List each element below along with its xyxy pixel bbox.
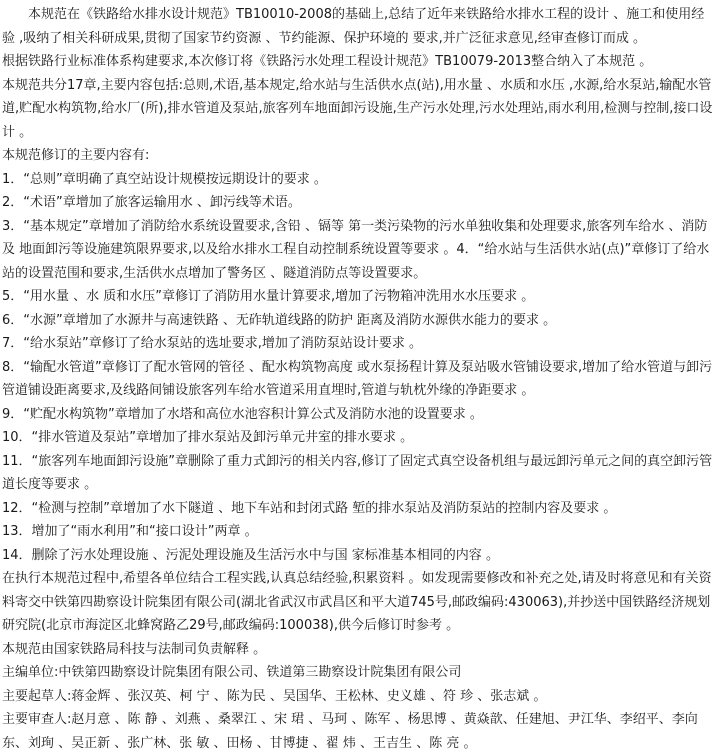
revision-item-10: 10．“排水管道及泵站”章增加了排水泵站及卸污单元井室的排水要求 。 [2,430,414,445]
paragraph-editor-units: 主编单位:中铁第四勘察设计院集团有限公司、铁道第三勘察设计院集团有限公司 [2,665,462,680]
paragraph-contents: 本规范共分17章,主要内容包括:总则,术语,基本规定,给水站与生活供水点(站),用水量 、水质和水压 ,水源,给水泵站,输配水管道,贮配水构筑物,给水厂(所),排水管道及泵站,旅客列车地面卸污设施,生产污水处理,污水处理站,雨水利用,检测与控制,接口设计 。 [2,77,713,140]
revision-item-13: 13．增加了“雨水利用”和“接口设计”两章 。 [2,524,258,539]
revision-item-11: 11．“旅客列车地面卸污设施”章删除了重力式卸污的相关内容,修订了固定式真空设备机组与最远卸污单元之间的真空卸污管道长度等要求 。 [2,453,713,492]
revision-item-6: 6．“水源”章增加了水源井与高速铁路 、无砟轨道线路的防护 距离及消防水源供水能力的要求 。 [2,312,557,328]
revision-item-3-4: 3．“基本规定”章增加了消防给水系统设置要求,含铅 、镉等 第一类污染物的污水单独收集和处理要求,旅客列车给水 、消防及 地面卸污等设施建筑限界要求,以及给水排水工程自动控制系统设置等要求 。4．“给水站与生活供水站(点)”章修订了给水站的设置范围和要求,生活供水点增加了警务区 、隧道消防点等设置要求。 [2,218,710,281]
paragraph-drafters: 主要起草人:蒋金辉 、张汉英、柯 宁 、陈为民 、吴国华、王松林、史义雄 、符 珍 、张志斌 。 [2,688,547,704]
paragraph-reviewers: 主要审查人:赵月意 、陈 静 、刘燕 、桑翠江 、宋 珺 、马珂 、陈军 、杨思博 、黄焱歆、任建旭、尹江华、李绍平、李向东、刘珣 、吴正新 、张广林、张 敏 、田杨 、甘博捷 、翟 炜 、王吉生 、陈 亮 。 [2,712,698,751]
revision-item-1: 1．“总则”章明确了真空站设计规模按远期设计的要求 。 [2,171,327,187]
paragraph-integration: 根据铁路行业标准体系构建要求,本次修订将《铁路污水处理工程设计规范》TB10079-2013整合纳入了本规范 。 [2,54,653,69]
revision-item-2: 2．“术语”章增加了旅客运输用水 、卸污线等术语。 [2,195,301,210]
revision-item-9: 9．“贮配水构筑物”章增加了水塔和高位水池容积计算公式及消防水池的设置要求 。 [2,406,483,422]
revision-item-8: 8．“输配水管道”章修订了配水管网的管径 、配水构筑物高度 或水泵扬程计算及泵站吸水管铺设要求,增加了给水管道与卸污管道铺设距离要求,及线路间铺设旅客列车给水管道采用直埋时,管道与轨枕外缘的净距要求 。 [2,359,713,398]
paragraph-feedback: 在执行本规范过程中,希望各单位结合工程实践,认真总结经验,积累资料 。如发现需要修改和补充之处,请及时将意见和有关资料寄交中铁第四勘察设计院集团有限公司(湖北省武汉市武昌区和平大道745号,邮政编码:430063),并抄送中国铁路经济规划研究院(北京市海淀区北蜂窝路乙29号,邮政编码:100038),供今后修订时参考 。 [2,571,712,633]
paragraph-intro: 本规范在《铁路给水排水设计规范》TB10010-2008的基础上,总结了近年来铁路给水排水工程的设计 、施工和使用经验 ,吸纳了相关科研成果,贯彻了国家节约资源 、节约能源、保护环境的 要求,并广泛征求意见,经审查修订而成 。 [2,7,705,46]
paragraph-interpretation: 本规范由国家铁路局科技与法制司负责解释 。 [2,641,267,657]
paragraph-revision-heading: 本规范修订的主要内容有: [2,148,150,163]
revision-item-12: 12．“检测与控制”章增加了水下隧道 、地下车站和封闭式路 堑的排水泵站及消防泵站的控制内容及要求 。 [2,500,617,516]
revision-item-14: 14．删除了污水处理设施 、污泥处理设施及生活污水中与国 家标准基本相同的内容 。 [2,547,499,563]
revision-item-7: 7．“给水泵站”章修订了给水泵站的选址要求,增加了消防泵站设计要求 。 [2,336,423,351]
revision-item-5: 5．“用水量 、水 质和水压”章修订了消防用水量计算要求,增加了污物箱冲洗用水水压要求 。 [2,289,535,304]
